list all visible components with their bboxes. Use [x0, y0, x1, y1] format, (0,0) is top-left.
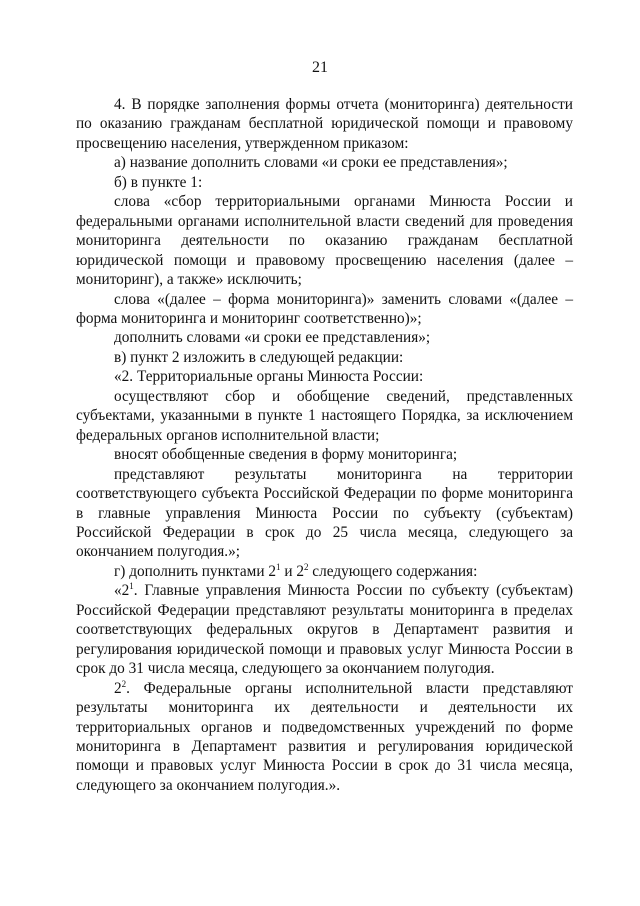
paragraph-sub-g	[76, 562, 573, 581]
sub-g-sup-2: 2	[303, 561, 309, 572]
point-2-2-text-b: . Федеральные органы исполнительной власти представляют результаты мониторинга их деятельности и деятельности их территориальных органов и подведомственных учреждений по форме мониторинга в Департамент развития и регулирования юридической помощи и правовых услуг Минюста России в срок до 31 числа месяца, следующего за окончанием полугодия.».	[76, 679, 573, 794]
page-number: 21	[312, 59, 328, 76]
paragraph-words-exclude: слова «сбор территориальными органами Минюста России и федеральными органами исполнительной власти сведений для проведения мониторинга деятельности по оказанию гражданам бесплатной юридической помощи и правовому просвещению населения (далее – мониторинг), а также» исключить;	[76, 193, 573, 289]
paragraph-point-2-2	[76, 679, 573, 796]
paragraph-submit: представляют результаты мониторинга на территории соответствующего субъекта Российской Федерации по форме мониторинга в главные управления Минюста России по субъекту (субъектам) Российской Федерации в срок до 25 числа месяца, следующего за окончанием полугодия.»;	[76, 465, 573, 561]
point-2-1-text-a: «2	[114, 582, 130, 600]
paragraph-point-2: «2. Территориальные органы Минюста России:	[114, 368, 424, 386]
paragraph-enter: вносят обобщенные сведения в форму мониторинга;	[114, 446, 458, 464]
sub-g-text-a: г) дополнить пунктами 2	[114, 562, 276, 580]
paragraph-sub-v: в) пункт 2 изложить в следующей редакции:	[114, 348, 404, 366]
point-2-1-text-b: . Главные управления Минюста России по субъекту (субъектам) Российской Федерации представляют результаты мониторинга в пределах соответствующих федеральных округов в Департамент развития и регулирования юридической помощи и правовых услуг Минюста России в срок до 31 числа месяца, следующего за окончанием полугодия.	[76, 582, 573, 678]
point-2-1-sup: 1	[129, 581, 134, 592]
paragraph-sub-a: а) название дополнить словами «и сроки ее представления»;	[114, 154, 508, 172]
sub-g-sup-1: 1	[276, 561, 281, 572]
point-2-2-text-a: 2	[114, 679, 122, 697]
sub-g-text-c: следующего содержания:	[308, 562, 478, 580]
document-body	[76, 95, 573, 795]
paragraph-point-2-1	[76, 581, 573, 678]
paragraph-item-4: 4. В порядке заполнения формы отчета (мониторинга) деятельности по оказанию гражданам бесплатной юридической помощи и правовому просвещению населения, утвержденном приказом:	[76, 96, 573, 152]
paragraph-add-words: дополнить словами «и сроки ее представления»;	[114, 329, 431, 347]
paragraph-collect: осуществляют сбор и обобщение сведений, представленных субъектами, указанными в пункте 1 настоящего Порядка, за исключением федеральных органов исполнительной власти;	[76, 387, 573, 444]
paragraph-sub-b: б) в пункте 1:	[114, 173, 203, 191]
sub-g-text-b: и 2	[280, 562, 304, 580]
point-2-2-sup: 2	[121, 678, 127, 689]
paragraph-words-replace: слова «(далее – форма мониторинга)» заменить словами «(далее – форма мониторинга и мониторинг соответственно)»;	[76, 290, 573, 327]
